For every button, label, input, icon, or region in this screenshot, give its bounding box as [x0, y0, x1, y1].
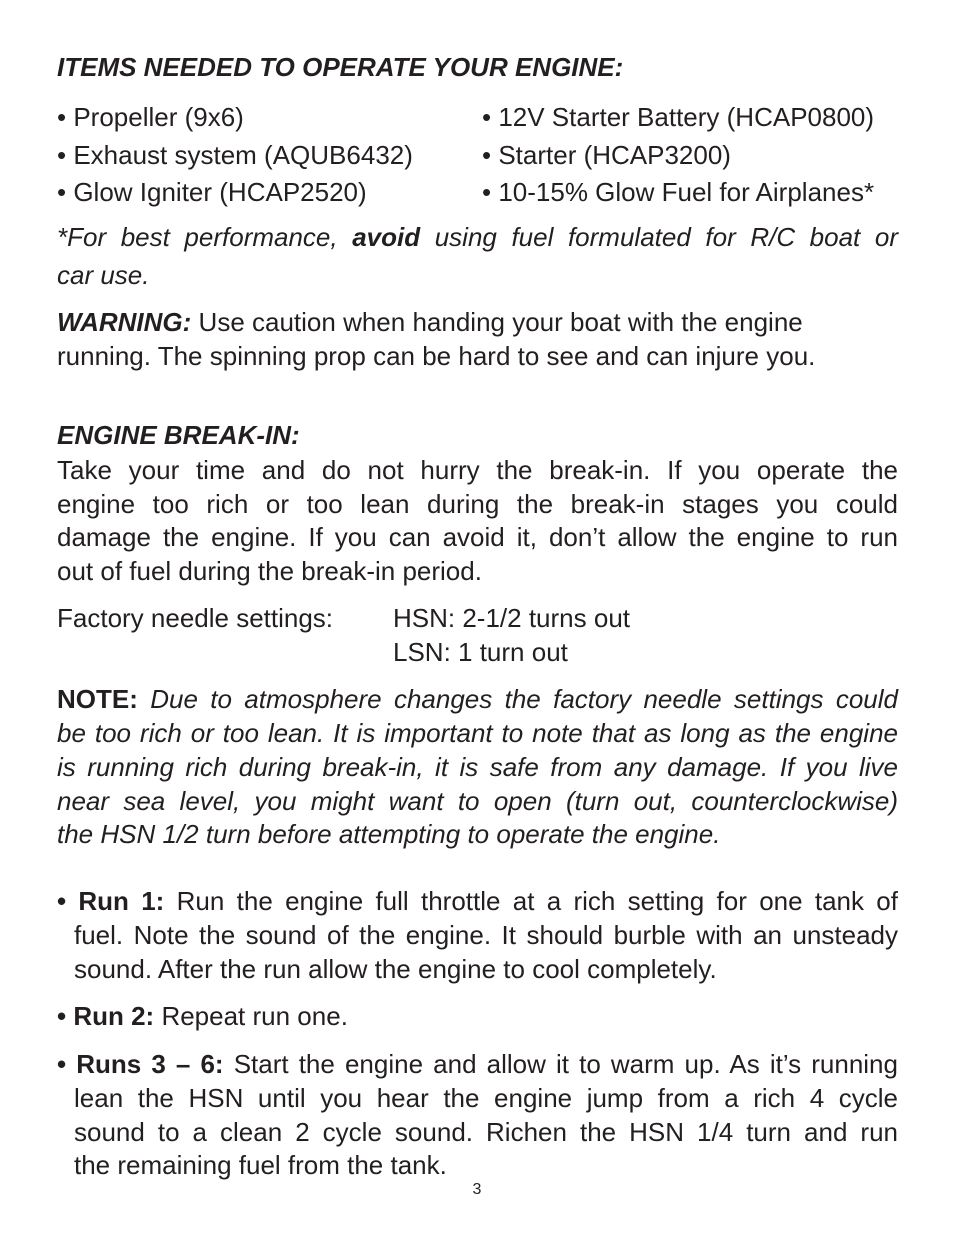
needle-hsn: HSN: 2-1/2 turns out — [393, 603, 630, 633]
needle-lsn: LSN: 1 turn out — [393, 637, 568, 667]
run3-label: • Runs 3 – 6: — [57, 1049, 224, 1079]
run3-line-2: lean the HSN until you hear the engine jump from a rich 4 cycle — [74, 1083, 898, 1113]
items-heading: ITEMS NEEDED TO OPERATE YOUR ENGINE: — [57, 52, 624, 82]
item-exhaust: • Exhaust system (AQUB6432) — [57, 140, 413, 170]
note-line-1: NOTE: Due to atmosphere changes the factory needle settings could — [57, 684, 898, 714]
run3-line-1: • Runs 3 – 6: Start the engine and allow it to warm up. As it’s running — [57, 1049, 898, 1079]
warning-line-2: running. The spinning prop can be hard to see and can injure you. — [57, 341, 816, 371]
breakin-line-4: out of fuel during the break-in period. — [57, 556, 482, 586]
run1-label: • Run 1: — [57, 886, 165, 916]
breakin-line-2: engine too rich or too lean during the break-in stages you could — [57, 489, 898, 519]
breakin-line-3: damage the engine. If you can avoid it, don’t allow the engine to run — [57, 522, 898, 552]
item-glow-fuel: • 10-15% Glow Fuel for Airplanes* — [482, 177, 875, 207]
run1-line-3: sound. After the run allow the engine to cool completely. — [74, 954, 717, 984]
item-glow-igniter: • Glow Igniter (HCAP2520) — [57, 177, 367, 207]
run1-line-1: • Run 1: Run the engine full throttle at a rich setting for one tank of — [57, 886, 898, 916]
run1-line-2: fuel. Note the sound of the engine. It should burble with an unsteady — [74, 920, 898, 950]
note-line-5: the HSN 1/2 turn before attempting to operate the engine. — [57, 819, 721, 849]
note-line-2: be too rich or too lean. It is important to note that as long as the engine — [57, 718, 898, 748]
run3-line-3: sound to a clean 2 cycle sound. Richen the HSN 1/4 turn and run — [74, 1117, 898, 1147]
run3-line-4: the remaining fuel from the tank. — [74, 1150, 447, 1180]
note-label: NOTE: — [57, 684, 138, 714]
run2-line-1: • Run 2: Repeat run one. — [57, 1001, 348, 1031]
page-number: 3 — [472, 1181, 482, 1198]
breakin-heading: ENGINE BREAK-IN: — [57, 420, 300, 450]
note-line-3: is running rich during break-in, it is safe from any damage. If you live — [57, 752, 898, 782]
item-starter-battery: • 12V Starter Battery (HCAP0800) — [482, 102, 875, 132]
breakin-line-1: Take your time and do not hurry the break-in. If you operate the — [57, 455, 898, 485]
item-starter: • Starter (HCAP3200) — [482, 140, 731, 170]
item-propeller: • Propeller (9x6) — [57, 102, 244, 132]
needle-label: Factory needle settings: — [57, 603, 334, 633]
warning-label: WARNING: — [57, 307, 192, 337]
run2-label: • Run 2: — [57, 1001, 155, 1031]
footnote-line-1: *For best performance, avoid using fuel formulated for R/C boat or — [57, 222, 898, 252]
note-line-4: near sea level, you might want to open (turn out, counterclockwise) — [57, 786, 898, 816]
footnote-line-2: car use. — [57, 260, 150, 290]
warning-line-1: WARNING: Use caution when handing your boat with the engine — [57, 307, 803, 337]
